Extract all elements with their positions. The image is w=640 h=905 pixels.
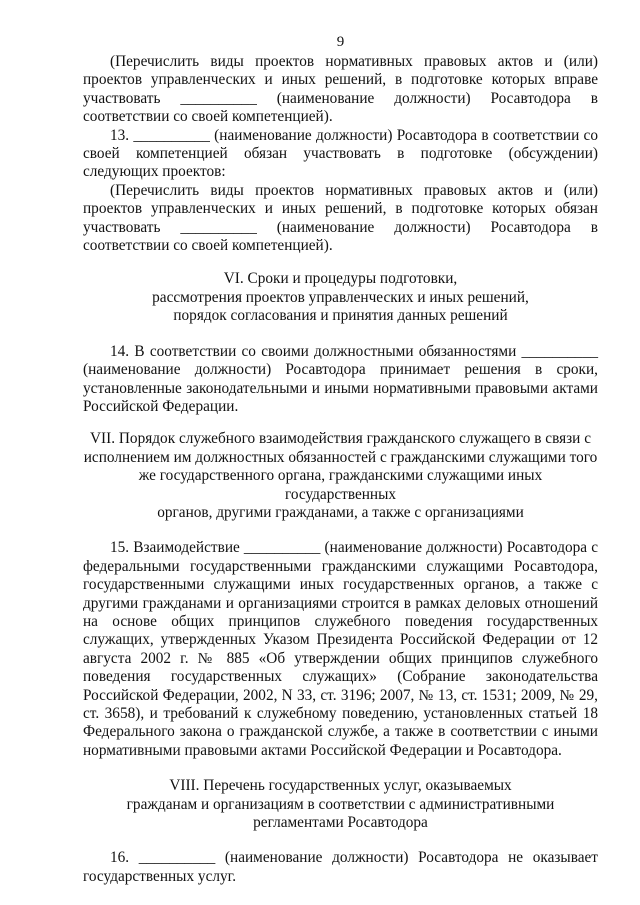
section-viii-line: гражданам и организациям в соответствии с административными (126, 795, 555, 813)
paragraph-15: 15. Взаимодействие __________ (наименование должности) Росавтодора с федеральными государственными гражданскими служащими Росавтодора, государственными служащими иных государственных органов, а также с другими гражданами и организациями строится в рамках деловых отношений на основе общих принципов служебного поведения государственных служащих, утвержденных Указом Президента Российской Федерации от 12 августа 2002 г. № 885 «Об утверждении общих принципов служебного поведения государственных служащих» (Собрание законодательства Российской Федерации, 2002, N 33, ст. 3196; 2007, № 13, ст. 1531; 2009, № 29, ст. 3658), и требований к служебному поведению, установленных статьей 18 Федерального закона о гражданской службе, а также в соответствии с иными нормативными правовыми актами Российской Федерации и Росавтодора. (83, 539, 598, 759)
section-vii-line: VII. Порядок служебного взаимодействия гражданского служащего в связи с (90, 430, 591, 448)
section-vii-line: исполнением им должностных обязанностей с гражданскими служащими того (83, 448, 598, 466)
section-vi-line: рассмотрения проектов управленческих и иных решений, (152, 288, 529, 306)
paragraph-16: 16. __________ (наименование должности) Росавтодора не оказывает государственных услуг. (83, 849, 598, 885)
section-viii-line: VIII. Перечень государственных услуг, оказываемых (169, 777, 512, 795)
section-heading-viii (83, 777, 598, 832)
section-heading-vi (83, 270, 598, 325)
paragraph-13-list: (Перечислить виды проектов нормативных правовых актов и (или) проектов управленческих и иных решений, в подготовке которых обязан участвовать __________ (наименование должности) Росавтодора в соответствии со своей компетенцией). (83, 181, 598, 255)
section-vii-line: органов, другими гражданами, а также с организациями (157, 503, 524, 521)
section-viii-line: регламентами Росавтодора (253, 814, 428, 832)
section-vi-line: порядок согласования и принятия данных решений (173, 307, 508, 325)
paragraph-rights-projects: (Перечислить виды проектов нормативных правовых актов и (или) проектов управленческих и иных решений, в подготовке которых вправе участвовать __________ (наименование должности) Росавтодора в соответствии со своей компетенцией). (83, 53, 598, 126)
paragraph-13: 13. __________ (наименование должности) Росавтодора в соответствии со своей компетенцией обязан участвовать в подготовке (обсуждении) следующих проектов: (83, 126, 598, 181)
paragraph-14: 14. В соответствии со своими должностными обязанностями __________ (наименование должности) Росавтодора принимает решения в сроки, установленные законодательными и иными нормативными правовыми актами Российской Федерации. (83, 342, 598, 415)
section-vii-line: же государственного органа, гражданскими служащими иных государственных (138, 467, 543, 503)
section-vi-line: VI. Сроки и процедуры подготовки, (223, 270, 458, 288)
page-number: 9 (336, 34, 345, 50)
section-heading-vii (83, 430, 598, 522)
